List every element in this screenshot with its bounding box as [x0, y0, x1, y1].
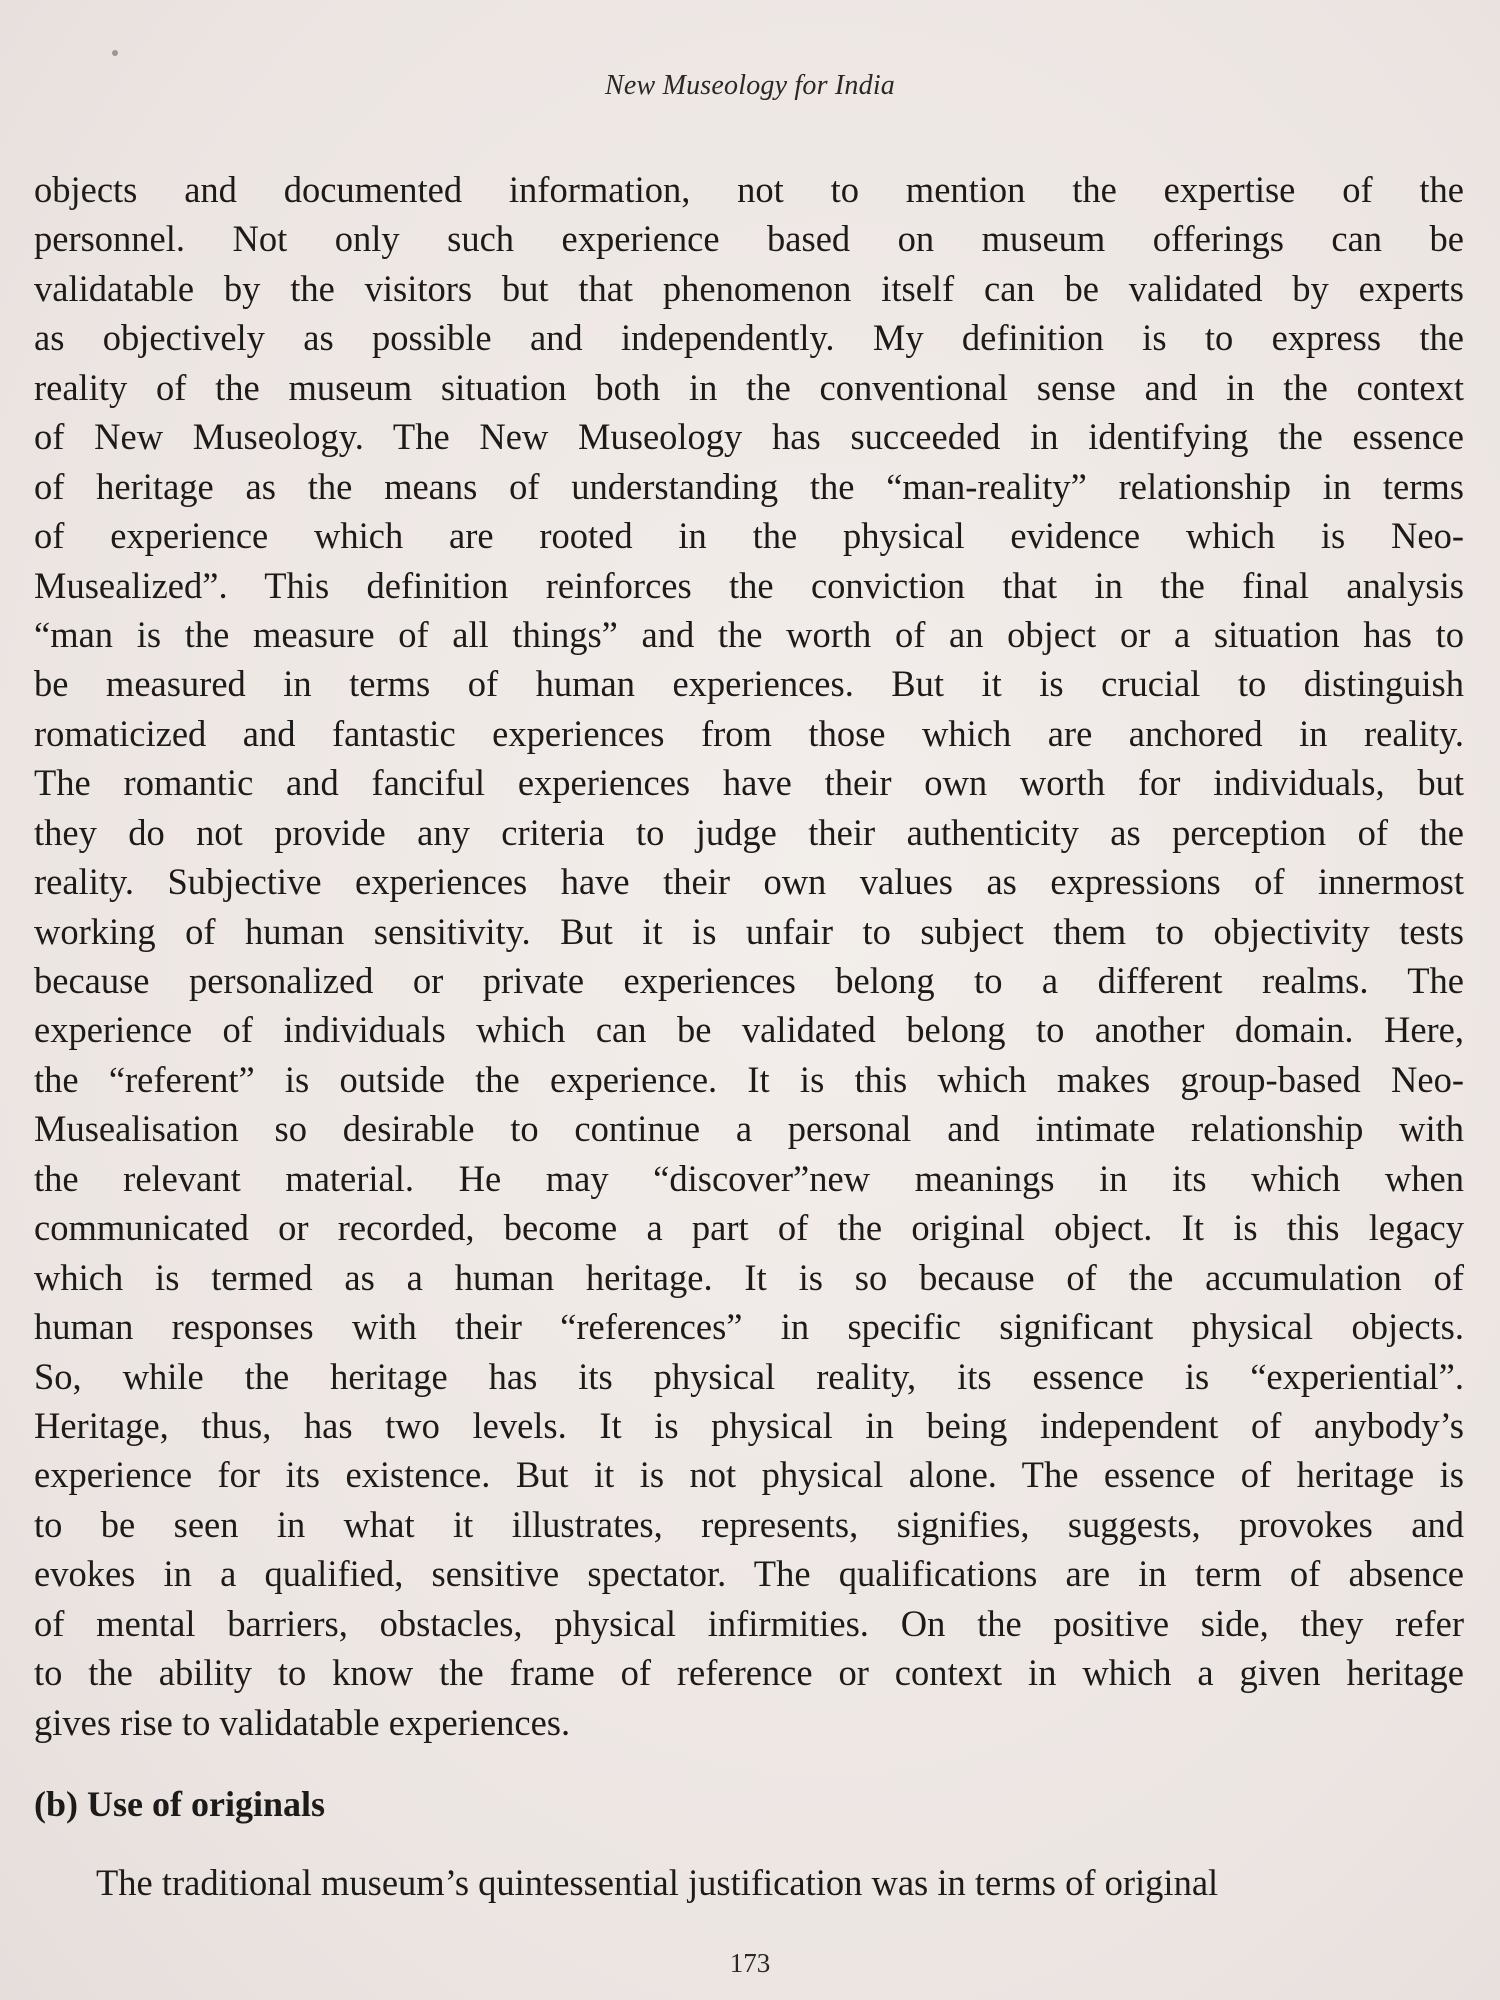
text-line: validatable by the visitors but that phenomenon itself can be validated by experts [34, 267, 1464, 309]
text-line: which is termed as a human heritage. It is so because of the accumulation of [34, 1256, 1464, 1298]
text-line: evokes in a qualified, sensitive spectator. The qualifications are in term of absence [34, 1553, 1464, 1595]
text-line: So, while the heritage has its physical reality, its essence is “experiential”. [34, 1355, 1464, 1397]
text-line: of experience which are rooted in the physical evidence which is Neo- [34, 515, 1464, 557]
section-first-line: The traditional museum’s quintessential justification was in terms of original [96, 1862, 1219, 1903]
text-line: experience of individuals which can be validated belong to another domain. Here, [34, 1009, 1464, 1051]
scan-speck [112, 50, 118, 56]
text-line: of heritage as the means of understanding the “man-reality” relationship in terms [34, 465, 1464, 507]
text-line: of mental barriers, obstacles, physical infirmities. On the positive side, they refer [34, 1602, 1464, 1644]
text-line: The romantic and fanciful experiences have their own worth for individuals, but [34, 762, 1464, 804]
text-line: communicated or recorded, become a part of the original object. It is this legacy [34, 1207, 1464, 1249]
text-line: Musealisation so desirable to continue a personal and intimate relationship with [34, 1108, 1464, 1150]
text-line: as objectively as possible and independently. My definition is to express the [34, 317, 1464, 359]
text-line: objects and documented information, not to mention the expertise of the [34, 169, 1464, 210]
text-line: of New Museology. The New Museology has succeeded in identifying the essence [34, 416, 1464, 458]
body-paragraph [34, 165, 1464, 1747]
text-line: Heritage, thus, has two levels. It is physical in being independent of anybody’s [34, 1404, 1464, 1446]
page-number: 173 [729, 1948, 771, 1978]
text-line: to the ability to know the frame of reference or context in which a given heritage [34, 1652, 1464, 1694]
text-line: working of human sensitivity. But it is unfair to subject them to objectivity tests [34, 910, 1464, 952]
text-line: experience for its existence. But it is not physical alone. The essence of heritage is [34, 1454, 1464, 1496]
text-line: Musealized”. This definition reinforces the conviction that in the final analysis [34, 564, 1464, 606]
text-line: to be seen in what it illustrates, represents, signifies, suggests, provokes and [34, 1503, 1464, 1545]
text-line: be measured in terms of human experiences. But it is crucial to distinguish [34, 663, 1464, 705]
text-line: gives rise to validatable experiences. [34, 1701, 571, 1743]
text-line: reality. Subjective experiences have their own values as expressions of innermost [34, 861, 1464, 903]
text-line: they do not provide any criteria to judge their authenticity as perception of the [34, 811, 1464, 853]
text-line: reality of the museum situation both in the conventional sense and in the context [34, 366, 1464, 408]
text-line: because personalized or private experiences belong to a different realms. The [34, 960, 1464, 1001]
text-line: personnel. Not only such experience based on museum offerings can be [34, 218, 1464, 260]
text-line: the relevant material. He may “discover”new meanings in its which when [34, 1157, 1464, 1199]
running-header: New Museology for India [604, 70, 895, 101]
text-line: human responses with their “references” in specific significant physical objects. [34, 1306, 1464, 1348]
text-line: “man is the measure of all things” and the worth of an object or a situation has to [34, 613, 1464, 655]
text-line: romaticized and fantastic experiences from those which are anchored in reality. [34, 712, 1464, 754]
section-heading: (b) Use of originals [34, 1784, 325, 1824]
text-line: the “referent” is outside the experience. It is this which makes group-based Neo- [34, 1058, 1464, 1100]
